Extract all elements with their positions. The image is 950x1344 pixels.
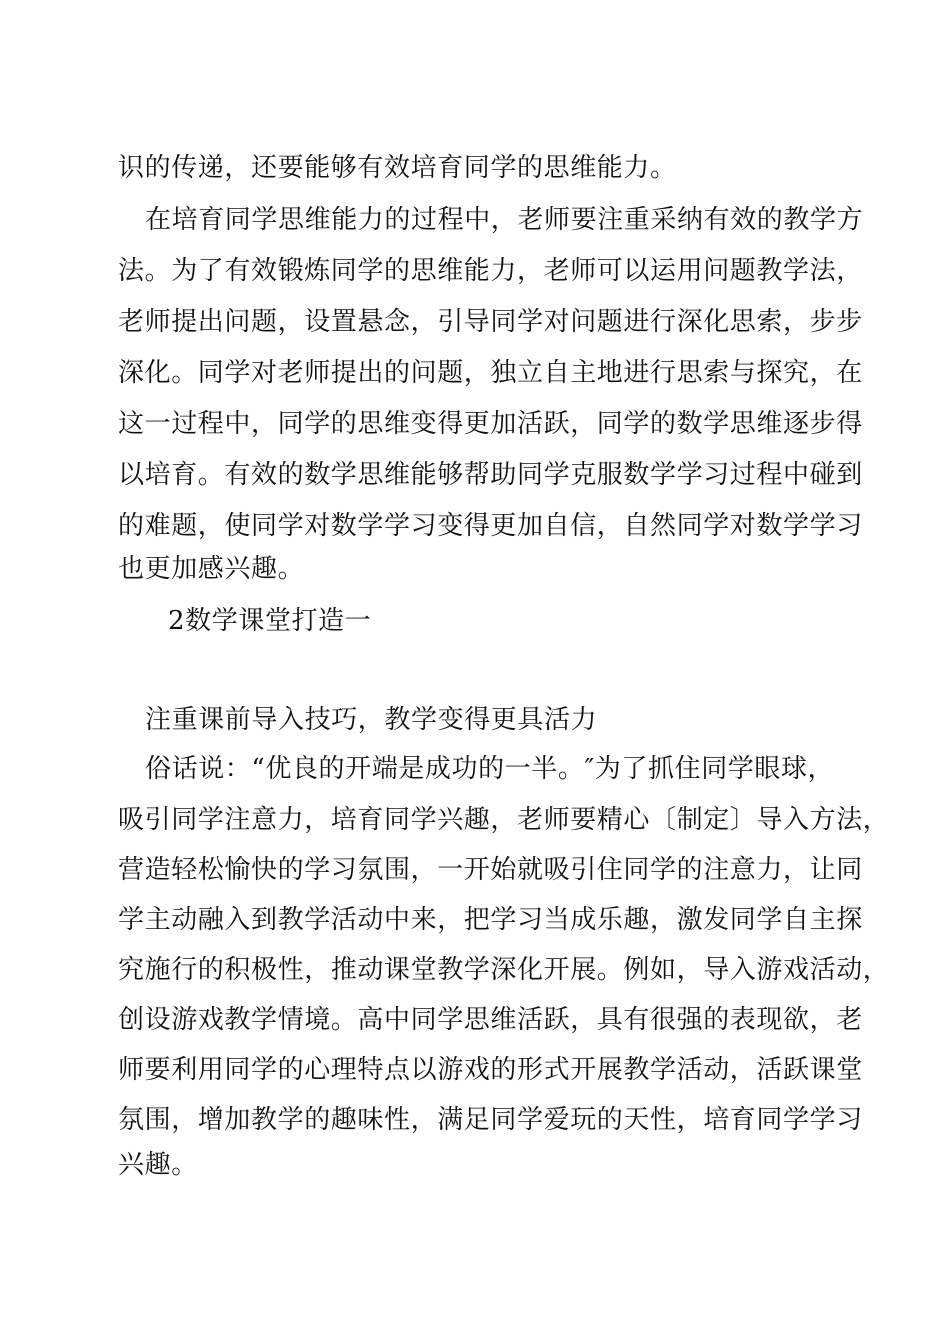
paragraph-line: 兴趣。 <box>118 1150 198 1180</box>
paragraph-line: 这一过程中，同学的思维变得更加活跃，同学的数学思维逐步得 <box>118 409 863 439</box>
paragraph-line: 以培育。有效的数学思维能够帮助同学克服数学学习过程中碰到 <box>118 460 863 490</box>
paragraph-line: 在培育同学思维能力的过程中，老师要注重采纳有效的教学方 <box>145 205 864 235</box>
paragraph-line: 深化。同学对老师提出的问题，独立自主地进行思索与探究，在 <box>118 358 863 388</box>
paragraph-line: 也更加感兴趣。 <box>118 554 305 584</box>
paragraph-line: 识的传递，还要能够有效培育同学的思维能力。 <box>118 153 677 183</box>
section-heading: 2数学课堂打造一 <box>168 606 372 636</box>
paragraph-line: 的难题，使同学对数学学习变得更加自信，自然同学对数学学习 <box>118 511 863 541</box>
paragraph-line: 学主动融入到教学活动中来，把学习当成乐趣，激发同学自主探 <box>118 905 863 935</box>
paragraph-line: 俗话说：“优良的开端是成功的一半。″为了抓住同学眼球， <box>145 754 835 784</box>
paragraph-line: 氛围，增加教学的趣味性，满足同学爱玩的天性，培育同学学习 <box>118 1105 863 1135</box>
paragraph-line: 老师提出问题，设置悬念，引导同学对问题进行深化思索，步步 <box>118 307 863 337</box>
paragraph-line: 法。为了有效锻炼同学的思维能力，老师可以运用问题教学法， <box>118 256 863 286</box>
paragraph-line: 师要利用同学的心理特点以游戏的形式开展教学活动，活跃课堂 <box>118 1055 863 1085</box>
paragraph-line: 营造轻松愉快的学习氛围，一开始就吸引住同学的注意力，让同 <box>118 855 863 885</box>
subheading: 注重课前导入技巧，教学变得更具活力 <box>145 705 598 735</box>
paragraph-line: 究施行的积极性，推动课堂教学深化开展。例如，导入游戏活动， <box>118 955 890 985</box>
paragraph-line: 吸引同学注意力，培育同学兴趣，老师要精心〔制定〕导入方法， <box>118 805 890 835</box>
paragraph-line: 创设游戏教学情境。高中同学思维活跃，具有很强的表现欲，老 <box>118 1005 863 1035</box>
